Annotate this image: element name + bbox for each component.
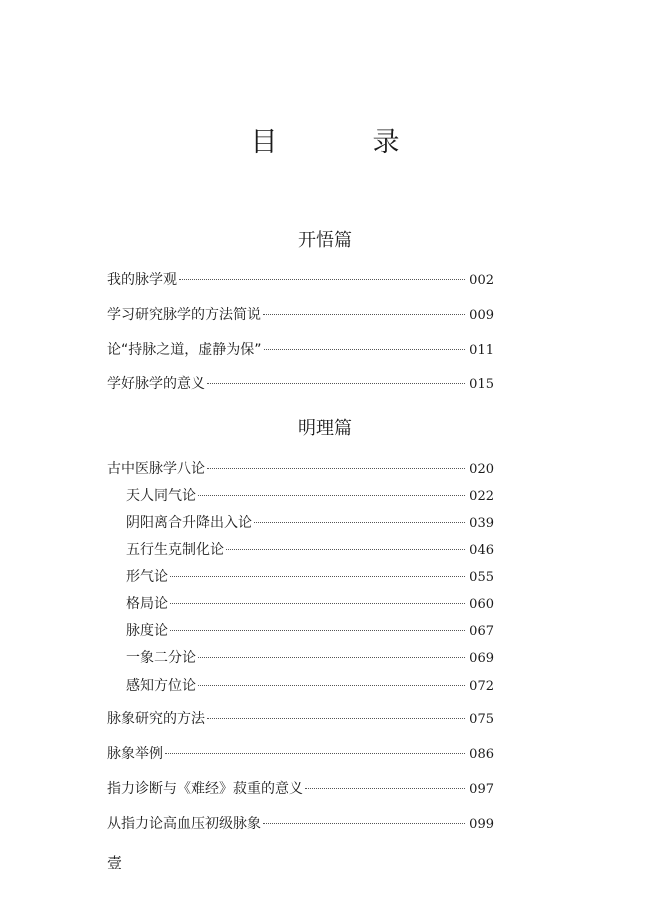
toc-entry[interactable] (107, 779, 494, 800)
dot-leader (207, 468, 465, 469)
toc-entry-label: 天人同气论 (126, 488, 196, 504)
dot-leader (264, 349, 466, 350)
dot-leader (170, 576, 465, 577)
toc-entry[interactable] (107, 459, 494, 480)
dot-leader (226, 549, 465, 550)
toc-subentry[interactable] (126, 540, 494, 561)
toc-entry[interactable] (107, 270, 494, 291)
toc-entry-label: 论“持脉之道，虚静为保” (107, 342, 262, 358)
toc-entry-page-number: 075 (469, 712, 494, 727)
toc-entry-page-number: 022 (469, 489, 494, 504)
dot-leader (170, 630, 465, 631)
toc-entry-page-number: 097 (469, 782, 494, 797)
toc-entry-page-number: 072 (469, 679, 494, 694)
section-heading-mingli: 明理篇 (298, 418, 352, 439)
toc-entry-label: 学习研究脉学的方法简说 (107, 307, 261, 323)
toc-subentry[interactable] (126, 513, 494, 534)
toc-entry[interactable] (107, 305, 494, 326)
toc-entry-page-number: 002 (469, 273, 494, 288)
toc-entry-page-number: 055 (469, 570, 494, 585)
toc-entry-label: 古中医脉学八论 (107, 461, 205, 477)
toc-entry-label: 格局论 (126, 596, 168, 612)
toc-entry-page-number: 069 (469, 651, 494, 666)
toc-entry-label: 感知方位论 (126, 678, 196, 694)
toc-entry-label: 脉象研究的方法 (107, 711, 205, 727)
toc-entry-label: 从指力论高血压初级脉象 (107, 816, 261, 832)
dot-leader (170, 603, 465, 604)
toc-entry-label: 我的脉学观 (107, 272, 177, 288)
page-title: 目 录 (250, 127, 434, 158)
toc-entry-page-number: 086 (469, 747, 494, 762)
toc-entry-label: 一象二分论 (126, 650, 196, 666)
toc-entry-label: 形气论 (126, 569, 168, 585)
toc-subentry[interactable] (126, 486, 494, 507)
toc-subentry[interactable] (126, 594, 494, 615)
toc-subentry[interactable] (126, 567, 494, 588)
toc-entry[interactable] (107, 814, 494, 835)
toc-entry-page-number: 011 (469, 343, 494, 358)
toc-entry-label: 脉象举例 (107, 746, 163, 762)
toc-entry-label: 学好脉学的意义 (107, 376, 205, 392)
dot-leader (179, 279, 465, 280)
folio-page-number: 壹 (107, 854, 123, 872)
toc-entry-page-number: 046 (469, 543, 494, 558)
toc-subentry[interactable] (126, 676, 494, 697)
dot-leader (305, 788, 465, 789)
section-heading-kaiwu: 开悟篇 (298, 230, 352, 251)
dot-leader (165, 753, 465, 754)
dot-leader (207, 383, 465, 384)
dot-leader (198, 495, 465, 496)
dot-leader (198, 657, 465, 658)
dot-leader (263, 314, 465, 315)
toc-entry-page-number: 009 (469, 308, 494, 323)
toc-entry[interactable] (107, 374, 494, 395)
dot-leader (263, 823, 465, 824)
toc-entry-page-number: 067 (469, 624, 494, 639)
toc-entry-label: 脉度论 (126, 623, 168, 639)
toc-entry-page-number: 020 (469, 462, 494, 477)
dot-leader (254, 522, 465, 523)
dot-leader (207, 718, 465, 719)
toc-entry-label: 五行生克制化论 (126, 542, 224, 558)
toc-entry-page-number: 099 (469, 817, 494, 832)
toc-entry-page-number: 039 (469, 516, 494, 531)
toc-entry-page-number: 015 (469, 377, 494, 392)
toc-entry-page-number: 060 (469, 597, 494, 612)
toc-subentry[interactable] (126, 648, 494, 669)
toc-entry-label: 指力诊断与《难经》菽重的意义 (107, 781, 303, 797)
toc-subentry[interactable] (126, 621, 494, 642)
toc-entry[interactable] (107, 744, 494, 765)
toc-entry-label: 阴阳离合升降出入论 (126, 515, 252, 531)
toc-entry[interactable] (107, 340, 494, 361)
dot-leader (198, 685, 465, 686)
toc-entry[interactable] (107, 709, 494, 730)
